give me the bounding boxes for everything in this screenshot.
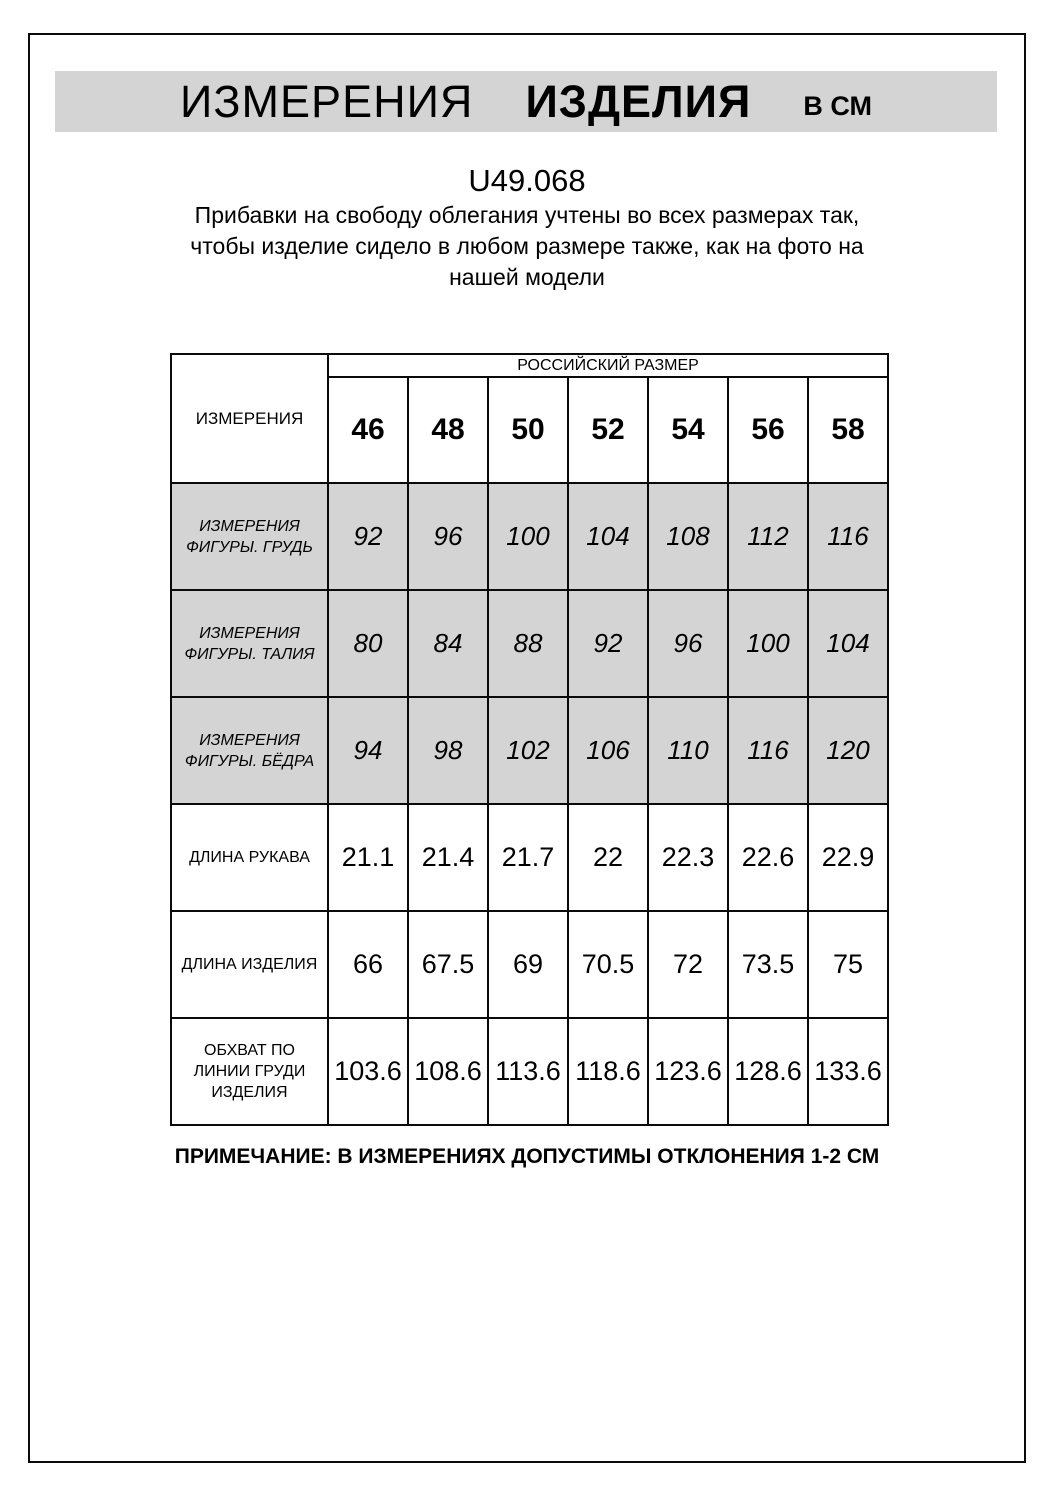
row-label: ИЗМЕРЕНИЯ ФИГУРЫ. ТАЛИЯ [171,590,328,697]
russian-size-header-cell: РОССИЙСКИЙ РАЗМЕР [328,354,888,377]
table-row [171,590,888,697]
value-cell: 84 [408,590,488,697]
value-cell: 102 [488,697,568,804]
value-cell: 112 [728,483,808,590]
title-measurements: ИЗМЕРЕНИЯ [180,75,474,127]
value-cell: 116 [728,697,808,804]
value-cell: 22.3 [648,804,728,911]
value-cell: 118.6 [568,1018,648,1125]
value-cell: 96 [408,483,488,590]
size-table [170,353,889,1126]
size-column-header-56: 56 [728,377,808,483]
title-product: ИЗДЕЛИЯ [525,75,752,127]
size-column-header-52: 52 [568,377,648,483]
fit-description-line: Прибавки на свободу облегания учтены во всех размерах так, [194,202,860,228]
value-cell: 67.5 [408,911,488,1018]
value-cell: 73.5 [728,911,808,1018]
value-cell: 72 [648,911,728,1018]
value-cell: 94 [328,697,408,804]
value-cell: 108.6 [408,1018,488,1125]
size-column-header-58: 58 [808,377,888,483]
size-column-header-50: 50 [488,377,568,483]
size-column-header-54: 54 [648,377,728,483]
value-cell: 98 [408,697,488,804]
value-cell: 120 [808,697,888,804]
value-cell: 133.6 [808,1018,888,1125]
value-cell: 116 [808,483,888,590]
size-group-row [171,354,888,377]
value-cell: 21.7 [488,804,568,911]
document-page [28,33,1026,1463]
value-cell: 80 [328,590,408,697]
value-cell: 92 [568,590,648,697]
value-cell: 108 [648,483,728,590]
row-label: ДЛИНА РУКАВА [171,804,328,911]
row-label: ИЗМЕРЕНИЯ ФИГУРЫ. ГРУДЬ [171,483,328,590]
value-cell: 100 [728,590,808,697]
table-row [171,697,888,804]
value-cell: 21.1 [328,804,408,911]
row-label: ИЗМЕРЕНИЯ ФИГУРЫ. БЁДРА [171,697,328,804]
fit-description [30,200,1024,293]
value-cell: 22 [568,804,648,911]
value-cell: 103.6 [328,1018,408,1125]
table-row [171,804,888,911]
value-cell: 113.6 [488,1018,568,1125]
row-label: ДЛИНА ИЗДЕЛИЯ [171,911,328,1018]
tolerance-note: ПРИМЕЧАНИЕ: В ИЗМЕРЕНИЯХ ДОПУСТИМЫ ОТКЛОНЕНИЯ 1-2 СМ [174,1145,880,1168]
table-row [171,483,888,590]
value-cell: 104 [568,483,648,590]
value-cell: 22.9 [808,804,888,911]
value-cell: 66 [328,911,408,1018]
table-row [171,911,888,1018]
value-cell: 123.6 [648,1018,728,1125]
value-cell: 128.6 [728,1018,808,1125]
value-cell: 96 [648,590,728,697]
fit-description-line: нашей модели [449,264,605,290]
value-cell: 75 [808,911,888,1018]
value-cell: 22.6 [728,804,808,911]
table-row [171,1018,888,1125]
fit-description-line: чтобы изделие сидело в любом размере также, как на фото на [190,233,864,259]
title-unit: В СМ [803,91,872,121]
row-label: ОБХВАТ ПО ЛИНИИ ГРУДИ ИЗДЕЛИЯ [171,1018,328,1125]
table-body [171,483,888,1125]
value-cell: 92 [328,483,408,590]
value-cell: 21.4 [408,804,488,911]
value-cell: 106 [568,697,648,804]
article-code: U49.068 [468,163,586,198]
size-column-header-48: 48 [408,377,488,483]
value-cell: 88 [488,590,568,697]
title-banner [55,71,997,132]
measurements-header-cell: ИЗМЕРЕНИЯ [171,354,328,483]
value-cell: 70.5 [568,911,648,1018]
value-cell: 104 [808,590,888,697]
size-column-header-46: 46 [328,377,408,483]
value-cell: 100 [488,483,568,590]
value-cell: 110 [648,697,728,804]
value-cell: 69 [488,911,568,1018]
